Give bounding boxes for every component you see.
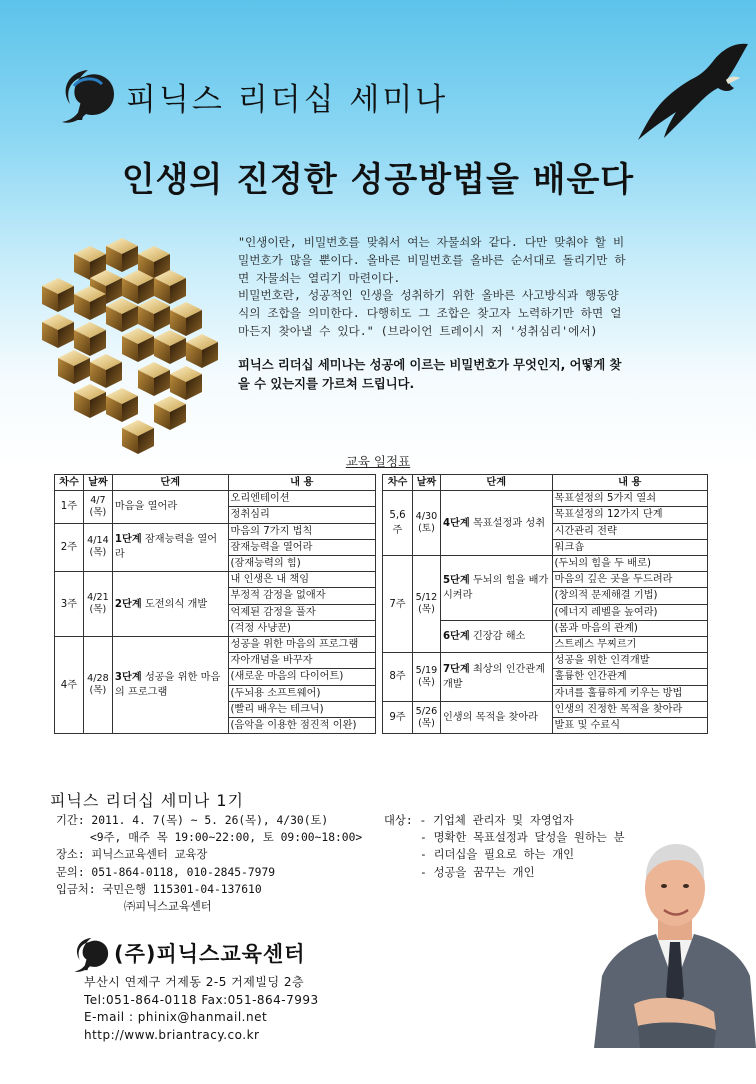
- header-content: 내 용: [552, 475, 707, 491]
- stage-label: 목표설정과 성취: [469, 517, 546, 529]
- content-cell: (창의적 문제해결 기법): [552, 588, 707, 604]
- phoenix-logo-icon: [58, 64, 120, 126]
- date-cell: 4/21 (목): [83, 572, 112, 637]
- stage-number: 6단계: [442, 630, 470, 642]
- round-cell: 2주: [55, 523, 84, 572]
- date-cell: 4/28 (목): [83, 637, 112, 734]
- content-cell: 자녀를 훌륭하게 키우는 방법: [552, 685, 707, 701]
- header-date: 날짜: [83, 475, 112, 491]
- info-contact: 문의: 051-864-0118, 010-2845-7979: [56, 865, 276, 879]
- quote-line: 면 자물쇠는 열리기 마련이다.: [238, 270, 401, 285]
- target-line: - 리더십을 필요로 하는 개인: [420, 848, 575, 862]
- company-name: (주)피닉스교육센터: [114, 942, 306, 966]
- round-cell: 4주: [55, 637, 84, 734]
- content-cell: 마음의 깊은 곳을 두드려라: [552, 572, 707, 588]
- info-schedule: <9주, 매주 목 19:00~22:00, 토 09:00~18:00>: [56, 831, 363, 845]
- quote-block: [238, 234, 716, 341]
- content-cell: 목표설정의 12가지 단계: [552, 507, 707, 523]
- header-date: 날짜: [412, 475, 440, 491]
- content-cell: 시간관리 전략: [552, 523, 707, 539]
- table-row: [55, 523, 376, 539]
- content-cell: (새로운 마음의 다이어트): [228, 669, 376, 685]
- date-cell: 5/26 (목): [412, 701, 440, 733]
- content-cell: (몸과 마음의 관계): [552, 620, 707, 636]
- quote-line: "인생이란, 비밀번호를 맞춰서 여는 자물쇠와 같다. 다만 맞춰야 할 비: [238, 235, 625, 249]
- stage-cell: [112, 572, 228, 637]
- intro-line: 을 수 있는지를 가르쳐 드립니다.: [238, 377, 415, 391]
- date-cell: 4/30 (토): [412, 491, 440, 556]
- presenter-portrait: [594, 826, 756, 1048]
- stage-cell: [440, 491, 552, 556]
- headline: 인생의 진정한 성공방법을 배운다: [121, 160, 635, 200]
- date-cell: 5/19 (목): [412, 653, 440, 702]
- target-line: - 명확한 목표설정과 달성을 원하는 분: [420, 831, 625, 845]
- content-cell: (음악을 이용한 점진적 이완): [228, 718, 376, 734]
- stage-number: 3단계: [114, 671, 142, 683]
- content-cell: 잠재능력을 열어라: [228, 539, 376, 555]
- info-period: 기간: 2011. 4. 7(목) ~ 5. 26(목), 4/30(토): [56, 814, 329, 827]
- content-cell: 억제된 감정을 풀자: [228, 604, 376, 620]
- date-cell: 4/7 (목): [83, 491, 112, 523]
- content-cell: 내 인생은 내 책임: [228, 572, 376, 588]
- golden-cubes-image: [36, 236, 221, 454]
- company-address: 부산시 연제구 거제동 2-5 거제빌딩 2층: [84, 975, 305, 989]
- quote-line: 밀번호가 많을 뿐이다. 올바른 비밀번호를 올바른 순서대로 돌리기만 하: [238, 252, 626, 267]
- target-line: - 성공을 꿈꾸는 개인: [420, 865, 535, 879]
- stage-label: 잠재능력을 열어라: [114, 534, 218, 561]
- quote-line: 식의 조합을 의미한다. 다행히도 그 조합은 찾고자 노력하기만 하면 얼: [238, 306, 622, 321]
- schedule-table-left: [54, 474, 376, 734]
- content-cell: (빨리 배우는 테크닉): [228, 701, 376, 717]
- schedule-table-right: [382, 474, 708, 734]
- content-cell: 워크숍: [552, 539, 707, 555]
- table-row: [383, 653, 708, 669]
- stage-number: 2단계: [114, 598, 142, 610]
- stage-cell: 마음을 열어라: [112, 491, 228, 523]
- target-item: - 기업체 관리자 및 자영업자: [419, 814, 574, 827]
- content-cell: (잠재능력의 힘): [228, 556, 376, 572]
- brand-title: 피닉스 리더십 세미나: [126, 82, 449, 118]
- content-cell: (에너지 레벨을 높여라): [552, 604, 707, 620]
- stage-cell: [440, 653, 552, 702]
- header-stage: 단계: [440, 475, 552, 491]
- round-cell: 1주: [55, 491, 84, 523]
- table-row: [383, 491, 708, 507]
- table-row: [55, 491, 376, 507]
- stage-cell: 인생의 목적을 찾아라: [440, 701, 552, 733]
- stage-number: 1단계: [114, 534, 142, 546]
- table-row: [55, 637, 376, 653]
- seminar-title: 피닉스 리더십 세미나 1기: [50, 791, 244, 810]
- round-cell: 5,6주: [383, 491, 413, 556]
- content-cell: 부정적 감정을 없애자: [228, 588, 376, 604]
- table-row: [55, 572, 376, 588]
- company-email[interactable]: E-mail : phinix@hanmail.net: [84, 1010, 268, 1024]
- content-cell: 훌륭한 인간관계: [552, 669, 707, 685]
- schedule-title: 교육 일정표: [345, 454, 411, 469]
- header-round: 차수: [55, 475, 84, 491]
- content-cell: 자아개념을 바꾸자: [228, 653, 376, 669]
- stage-cell: [440, 620, 552, 652]
- intro-line: 피닉스 리더십 세미나는 성공에 이르는 비밀번호가 무엇인지, 어떻게 찾: [238, 358, 622, 372]
- target-label: 대상:: [384, 814, 413, 827]
- stage-label: 긴장감 해소: [469, 630, 526, 642]
- info-place: 장소: 피닉스교육센터 교육장: [56, 848, 208, 862]
- stage-cell: [112, 523, 228, 572]
- company-phone: Tel:051-864-0118 Fax:051-864-7993: [84, 992, 319, 1007]
- stage-label: 성공을 위한 마음의 프로그램: [114, 671, 221, 699]
- quote-line: 비밀번호란, 성공적인 인생을 성취하기 위한 올바른 사고방식과 행동양: [238, 288, 619, 303]
- table-row: [383, 701, 708, 717]
- company-logo-icon: [72, 934, 112, 974]
- stage-number: 4단계: [442, 517, 470, 529]
- stage-cell: [440, 556, 552, 621]
- table-header-row: [55, 475, 376, 491]
- intro-text: [238, 356, 716, 394]
- company-url[interactable]: http://www.briantracy.co.kr: [84, 1027, 260, 1042]
- info-account: 입금처: 국민은행 115301-04-137610: [56, 882, 262, 896]
- content-cell: (두뇌용 소프트웨어): [228, 685, 376, 701]
- content-cell: 인생의 진정한 목적을 찾아라: [552, 701, 707, 717]
- stage-label: 도전의식 개발: [141, 598, 208, 610]
- header-content: 내 용: [228, 475, 376, 491]
- stage-number: 7단계: [442, 663, 470, 675]
- round-cell: 9주: [383, 701, 413, 733]
- table-row: [383, 556, 708, 572]
- content-cell: (걱정 사냥꾼): [228, 620, 376, 636]
- content-cell: 발표 및 수료식: [552, 718, 707, 734]
- content-cell: 목표설정의 5가지 열쇠: [552, 491, 707, 507]
- header-round: 차수: [383, 475, 413, 491]
- round-cell: 8주: [383, 653, 413, 702]
- quote-line: 마든지 찾아낼 수 있다." (브라이언 트레이시 저 '성취심리'에서): [238, 323, 598, 338]
- seminar-info: [56, 812, 406, 915]
- info-account-holder: ㈜피닉스교육센터: [56, 900, 212, 914]
- content-cell: (두뇌의 힘을 두 배로): [552, 556, 707, 572]
- round-cell: 7주: [383, 556, 413, 653]
- stage-cell: [112, 637, 228, 734]
- date-cell: 5/12 (목): [412, 556, 440, 653]
- content-cell: 마음의 7가지 법칙: [228, 523, 376, 539]
- content-cell: 스트레스 무찌르기: [552, 637, 707, 653]
- date-cell: 4/14 (목): [83, 523, 112, 572]
- table-header-row: [383, 475, 708, 491]
- round-cell: 3주: [55, 572, 84, 637]
- company-contact: [84, 974, 319, 1044]
- stage-label: 두뇌의 힘을 배가시켜라: [442, 574, 549, 601]
- stage-label: 최상의 인간관계 개발: [442, 663, 546, 691]
- content-cell: 정취심리: [228, 507, 376, 523]
- content-cell: 성공을 위한 인격개발: [552, 653, 707, 669]
- stage-number: 5단계: [442, 574, 470, 586]
- eagle-icon: [630, 36, 750, 144]
- header-stage: 단계: [112, 475, 228, 491]
- content-cell: 성공을 위한 마음의 프로그램: [228, 637, 376, 653]
- content-cell: 오리엔테이션: [228, 491, 376, 507]
